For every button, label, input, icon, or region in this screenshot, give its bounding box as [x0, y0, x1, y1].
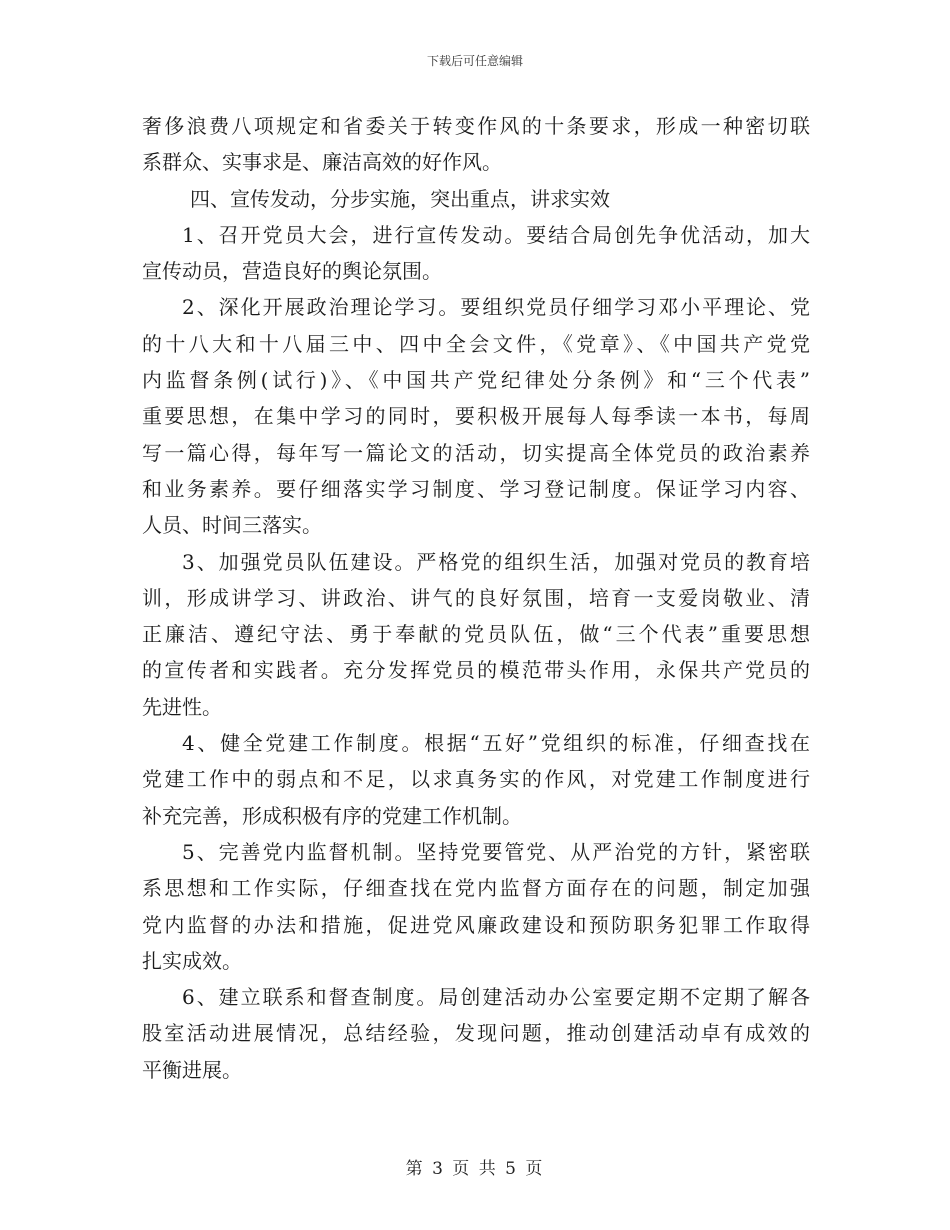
- document-body: [142, 108, 810, 1088]
- text-line: 系思想和工作实际，仔细查找在党内监督方面存在的问题，制定加强: [142, 876, 810, 901]
- page-header-note: 下载后可任意编辑: [426, 54, 523, 68]
- text-line: 重要思想，在集中学习的同时，要积极开展每人每季读一本书，每周: [142, 404, 810, 429]
- text-line: 5、完善党内监督机制。坚持党要管党、从严治党的方针，紧密联: [182, 839, 810, 864]
- text-line: 2、深化开展政治理论学习。要组织党员仔细学习邓小平理论、党: [182, 295, 810, 320]
- text-line: 平衡进展。: [142, 1057, 242, 1082]
- text-line: 人员、时间三落实。: [142, 513, 322, 538]
- text-line: 和业务素养。要仔细落实学习制度、学习登记制度。保证学习内容、: [142, 476, 810, 501]
- text-line: 的十八大和十八届三中、四中全会文件，《党章》、《中国共产党党: [142, 331, 810, 356]
- text-line: 宣传动员，营造良好的舆论氛围。: [142, 259, 442, 284]
- text-line: 正廉洁、遵纪守法、勇于奉献的党员队伍，做“三个代表”重要思想: [142, 622, 810, 647]
- text-line: 6、建立联系和督查制度。局创建活动办公室要定期不定期了解各: [182, 985, 810, 1010]
- text-line: 补充完善，形成积极有序的党建工作机制。: [142, 803, 522, 828]
- text-line: 的宣传者和实践者。充分发挥党员的模范带头作用，永保共产党员的: [142, 658, 810, 683]
- page-number-footer: 第 3 页 共 5 页: [405, 1159, 545, 1179]
- text-line: 系群众、实事求是、廉洁高效的好作风。: [142, 150, 502, 175]
- text-line: 训，形成讲学习、讲政治、讲气的良好氛围，培育一支爱岗敬业、清: [142, 585, 810, 610]
- text-line: 四、宣传发动，分步实施，突出重点，讲求实效: [190, 186, 610, 211]
- text-line: 党内监督的办法和措施，促进党风廉政建设和预防职务犯罪工作取得: [142, 912, 810, 937]
- text-line: 党建工作中的弱点和不足，以求真务实的作风，对党建工作制度进行: [142, 767, 810, 792]
- text-line: 3、加强党员队伍建设。严格党的组织生活，加强对党员的教育培: [182, 549, 810, 574]
- text-line: 写一篇心得，每年写一篇论文的活动，切实提高全体党员的政治素养: [142, 440, 810, 465]
- text-line: 4、健全党建工作制度。根据“五好”党组织的标准，仔细查找在: [182, 731, 810, 756]
- text-line: 扎实成效。: [142, 948, 242, 973]
- text-line: 先进性。: [142, 694, 222, 719]
- text-line: 股室活动进展情况，总结经验，发现问题，推动创建活动卓有成效的: [142, 1021, 810, 1046]
- text-line: 奢侈浪费八项规定和省委关于转变作风的十条要求，形成一种密切联: [142, 114, 810, 138]
- text-line: 1、召开党员大会，进行宣传发动。要结合局创先争优活动，加大: [182, 222, 810, 247]
- text-line: 内监督条例(试行)》、《中国共产党纪律处分条例》和“三个代表”: [142, 368, 810, 393]
